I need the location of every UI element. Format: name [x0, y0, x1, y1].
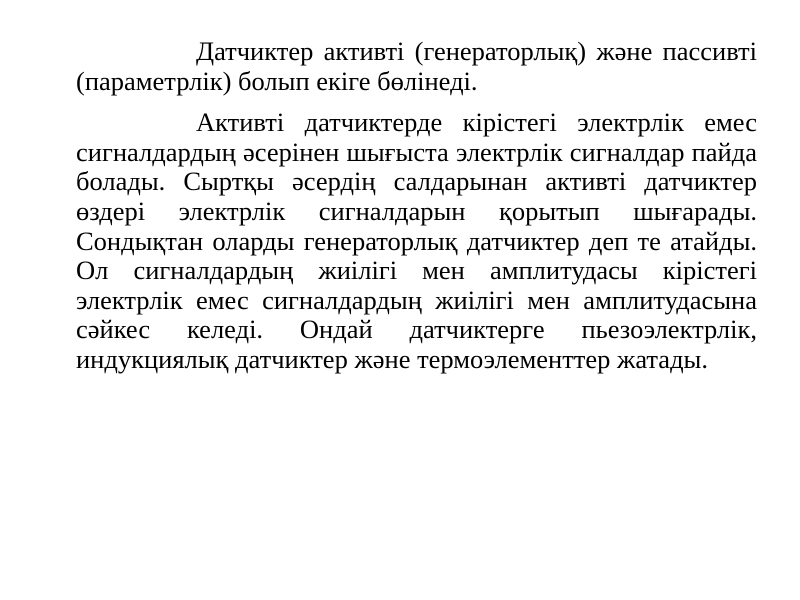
paragraph-active-sensors: Активті датчиктерде кірістегі электрлік емес сигналдардың әсерінен шығыста электрлік сигналдар пайда болады. Сыртқы әсердің салдарынан активті датчиктер өздері электрлік сигналдарын қорытып шығарады. Сондықтан оларды генераторлық датчиктер деп те атайды. Ол сигналдардың жиілігі мен амплитудасы кірістегі электрлік емес сигналдардың жиілігі мен амплитудасына сәйкес келеді. Ондай датчиктерге пьезоэлектрлік, индукциялық датчиктер және термоэлементтер жатады.	[76, 107, 757, 374]
paragraph-sensor-types: Датчиктер активті (генераторлық) және пассивті (параметрлік) болып екіге бөлінеді.	[76, 36, 757, 96]
body-text	[76, 37, 757, 375]
